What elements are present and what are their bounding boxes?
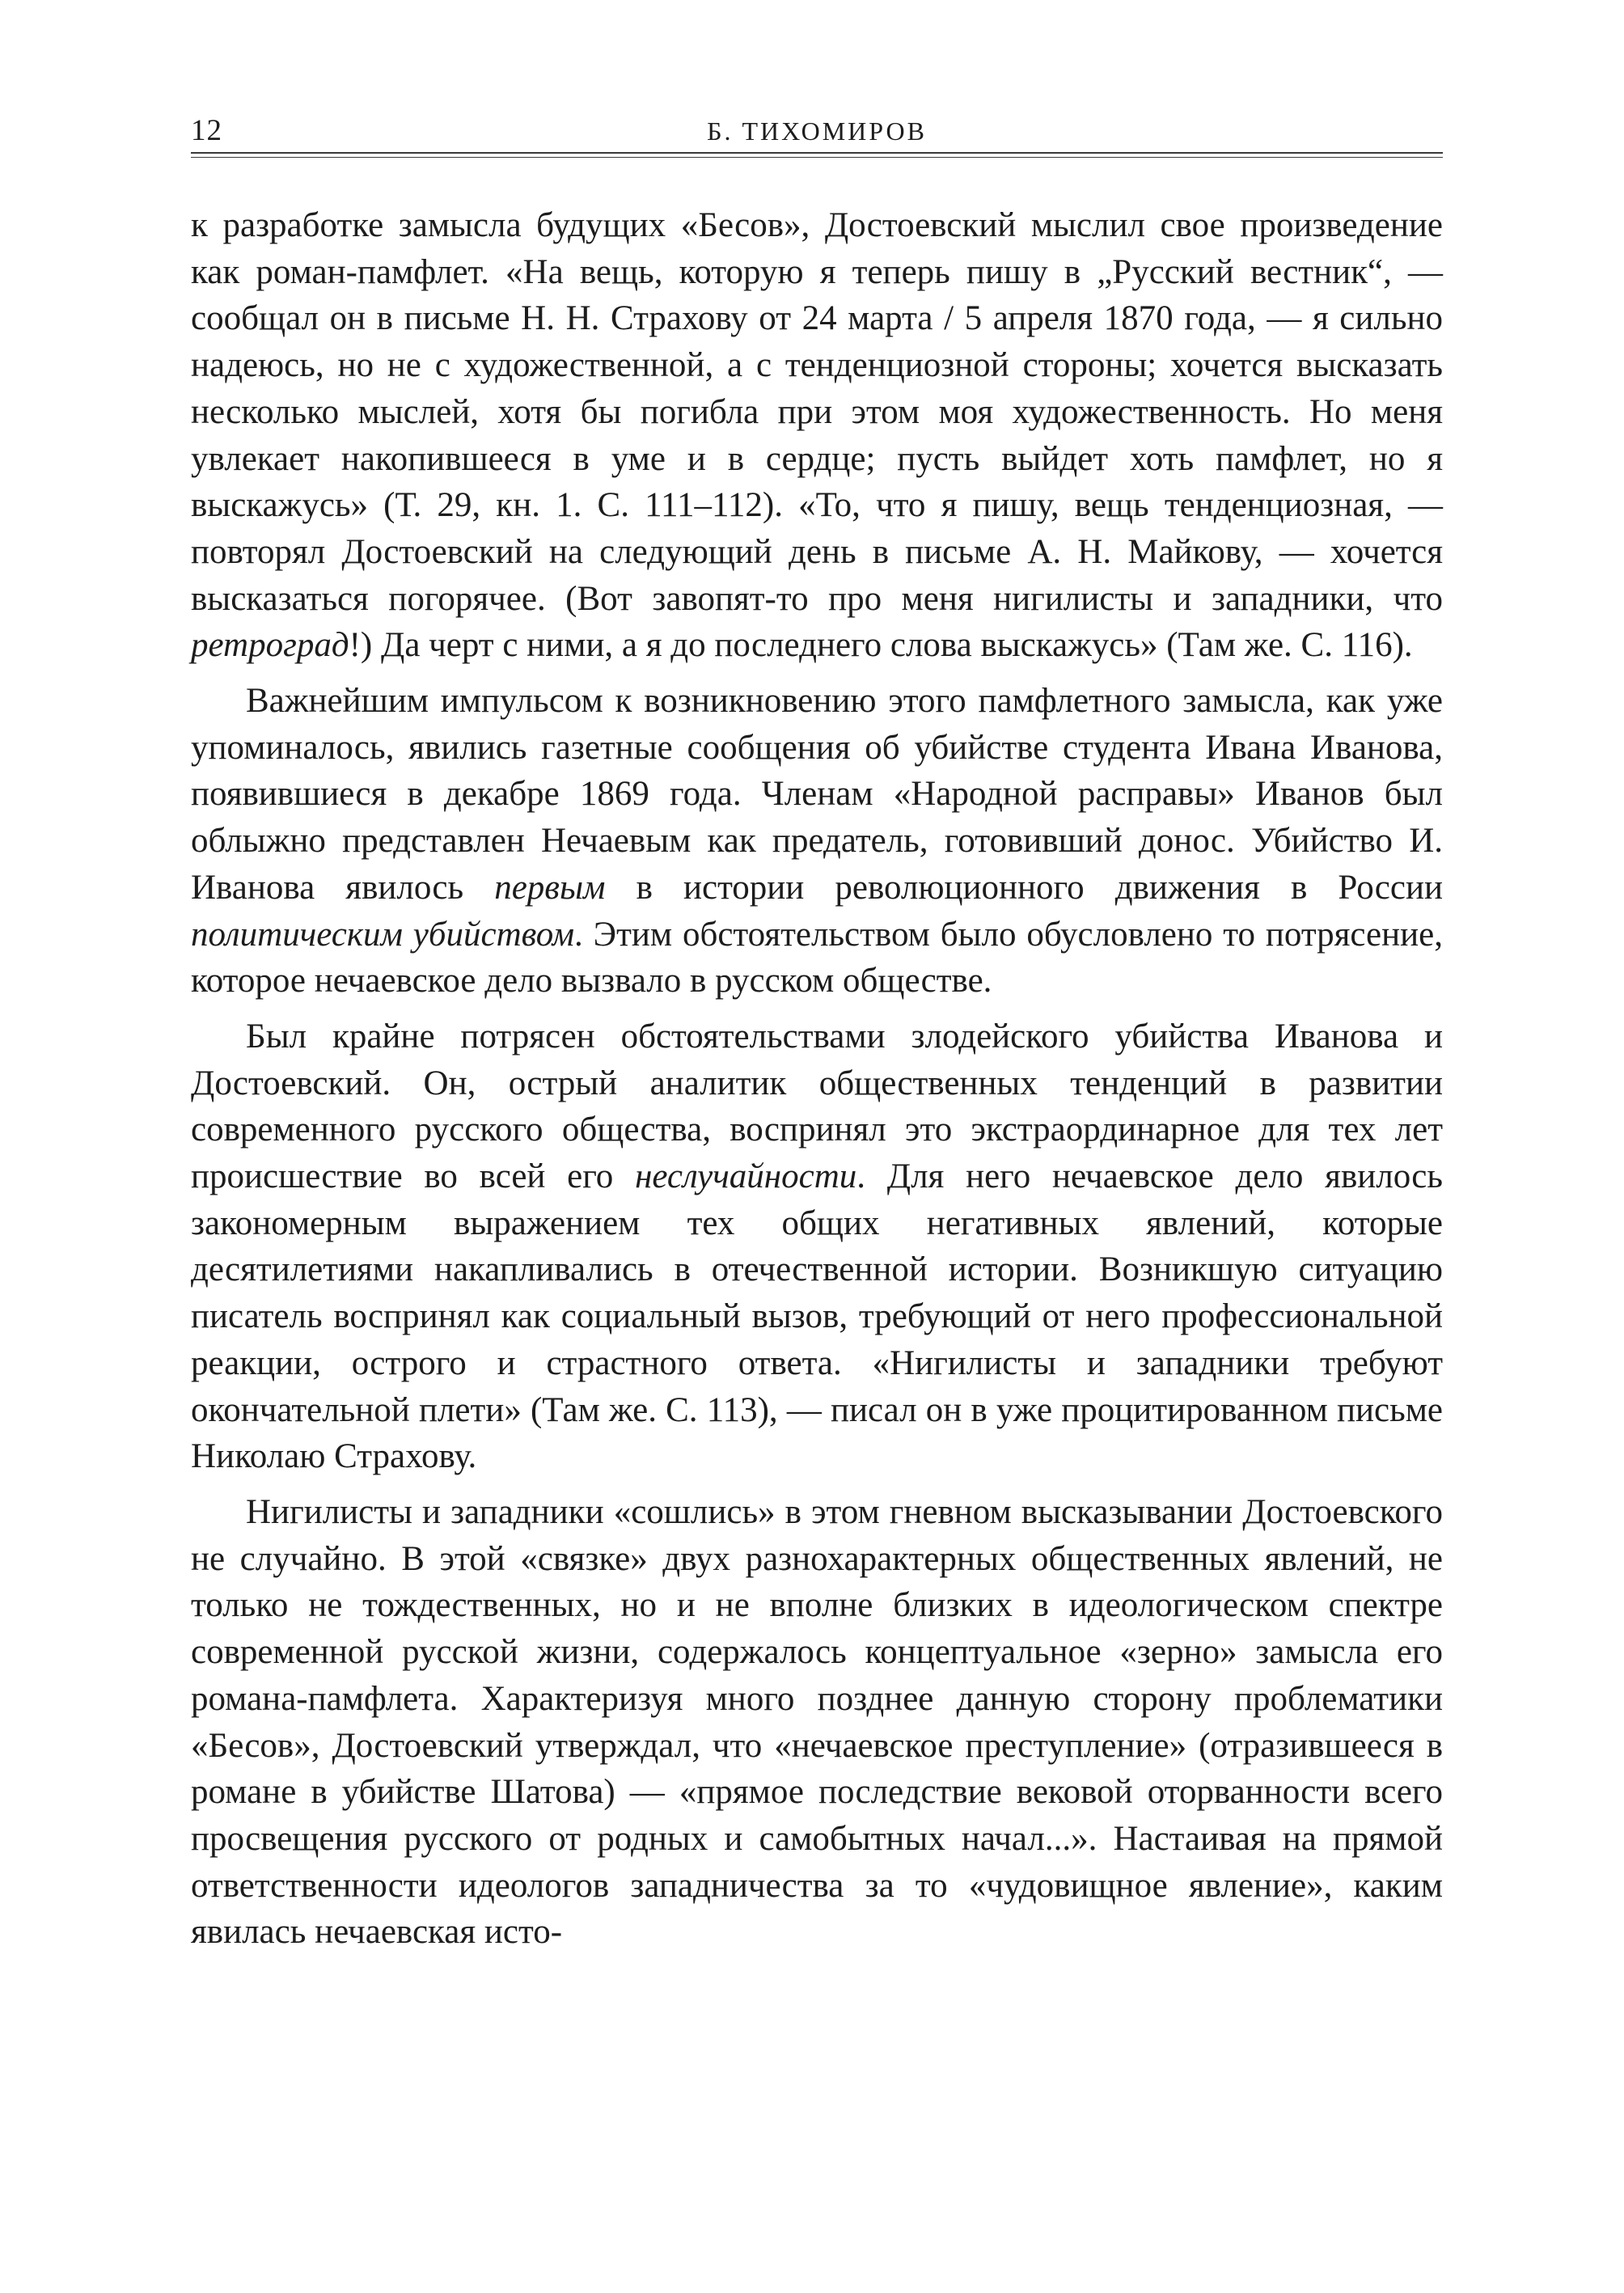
paragraph-2-text-a: Важнейшим импульсом к возникновению этого памфлетного замысла, как уже упоминалось, явились газетные сообщения об убийстве студента Ивана Иванова, появившиеся в декабре 1869 года. Членам «Народной расправы» Иванов был облыжно представлен Нечаевым как предатель, готовивший донос. Убийство И. Иванова явилось (191, 682, 1443, 907)
paragraph-3-text-b: . Для него нечаевское дело явилось закономерным выражением тех общих негативных явлений, которые десятилетиями накапливались в отечественной истории. Возникшую ситуацию писатель воспринял как социальный вызов, требующий от него профессиональной реакции, острого и страстного ответа. «Нигилисты и западники требуют окончательной плети» (Там же. С. 113), — писал он в уже процитированном письме Николаю Страхову. (191, 1157, 1443, 1476)
paragraph-3-text-a: Был крайне потрясен обстоятельствами злодейского убийства Иванова и Достоевский. Он, острый аналитик общественных тенденций в развитии современного русского общества, воспринял это экстраординарное для тех лет происшествие во всей его (191, 1017, 1443, 1196)
paragraph-1-text-b: !) Да черт с ними, а я до последнего слова выскажусь» (Там же. С. 116). (349, 626, 1413, 665)
paragraph-2-text-b: в истории революционного движения в России (605, 868, 1443, 907)
header-rule (191, 152, 1443, 154)
page-number: 12 (191, 114, 222, 147)
paragraph-2-text-c: . Этим обстоятельством было обусловлено то потрясение, которое нечаевское дело вызвало в русском обществе. (191, 915, 1443, 1001)
paragraph-1-italic-retrograd: ретроград (191, 626, 349, 665)
body-text (191, 202, 1443, 1956)
paragraph-1 (191, 202, 1443, 669)
header-rule-thin (191, 157, 1443, 158)
paragraph-4: Нигилисты и западники «сошлись» в этом гневном высказывании Достоевского не случайно. В этой «связке» двух разнохарактерных общественных явлений, не только не тождественных, но и не вполне близких в идеологическом спектре современной русской жизни, содержалось концептуальное «зерно» замысла его романа-памфлета. Характеризуя много позднее данную сторону проблематики «Бесов», Достоевский утверждал, что «нечаевское преступление» (отразившееся в романе в убийстве Шатова) — «прямое последствие вековой оторванности всего просвещения русского от родных и самобытных начал...». Настаивая на прямой ответственности идеологов западничества за то «чудовищное явление», каким явилась нечаевская исто- (191, 1492, 1443, 1952)
paragraph-3-italic-nesluchainosti: неслучайности (635, 1157, 857, 1196)
running-title: Б. ТИХОМИРОВ (707, 116, 927, 146)
paragraph-2-italic-pervym: первым (494, 868, 606, 907)
paragraph-3 (191, 1013, 1443, 1480)
running-header (191, 110, 1443, 155)
paragraph-2 (191, 678, 1443, 1005)
paragraph-1-text-a: к разработке замысла будущих «Бесов», Достоевский мыслил свое произведение как роман-памфлет. «На вещь, которую я теперь пишу в „Русский вестник“, — сообщал он в письме Н. Н. Страхову от 24 марта / 5 апреля 1870 года, — я сильно надеюсь, но не с художественной, а с тенденциозной стороны; хочется высказать несколько мыслей, хотя бы погибла при этом моя художественность. Но меня увлекает накопившееся в уме и в сердце; пусть выйдет хоть памфлет, но я выскажусь» (Т. 29, кн. 1. С. 111–112). «То, что я пишу, вещь тенденциозная, — повторял Достоевский на следующий день в письме А. Н. Майкову, — хочется высказаться погорячее. (Вот завопят-то про меня нигилисты и западники, что (191, 206, 1443, 618)
paragraph-2-italic-political-murder: политическим убийством (191, 915, 575, 954)
